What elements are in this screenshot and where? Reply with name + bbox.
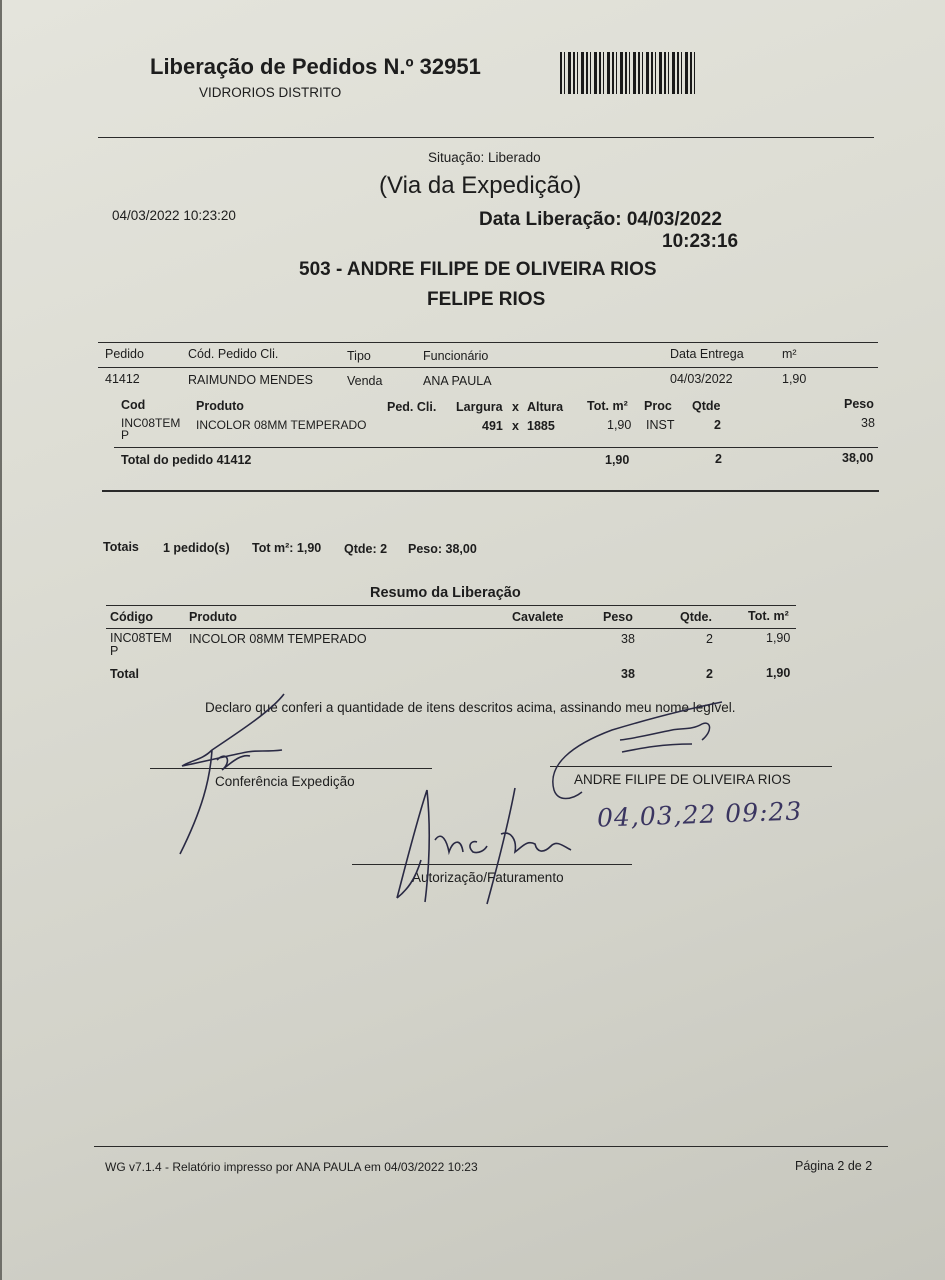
document-page — [2, 0, 945, 1280]
item-header-ped-cli: Ped. Cli. — [387, 400, 437, 414]
release-date: Data Liberação: 04/03/2022 — [479, 209, 722, 230]
item-header-qtde: Qtde — [692, 399, 721, 413]
summary-codigo-line1: INC08TEM — [110, 631, 172, 645]
divider — [94, 1146, 888, 1147]
summary-produto: INCOLOR 08MM TEMPERADO — [189, 632, 367, 646]
divider — [98, 342, 878, 343]
summary-codigo-line2: P — [110, 644, 119, 658]
item-tot-m2: 1,90 — [607, 418, 632, 432]
summary-total-tot-m2: 1,90 — [766, 666, 791, 680]
item-produto: INCOLOR 08MM TEMPERADO — [196, 418, 367, 432]
signature-conferencia-icon — [172, 690, 312, 860]
company-name: VIDRORIOS DISTRITO — [199, 85, 342, 100]
signature-autorizacao-icon — [387, 780, 587, 910]
order-total-m2: 1,90 — [605, 453, 630, 467]
item-header-peso: Peso — [844, 397, 874, 411]
col-header-funcionario: Funcionário — [423, 349, 489, 363]
document-title: Liberação de Pedidos N.º 32951 — [150, 54, 481, 79]
totals-tot-m2: Tot m²: 1,90 — [252, 541, 322, 555]
item-proc: INST — [646, 418, 675, 432]
order-tipo: Venda — [347, 374, 383, 388]
summary-header-qtde: Qtde. — [680, 610, 712, 624]
order-total-label: Total do pedido 41412 — [121, 453, 252, 467]
divider — [106, 605, 796, 606]
divider — [98, 367, 878, 368]
signature-label-cliente: ANDRE FILIPE DE OLIVEIRA RIOS — [574, 772, 791, 787]
release-time: 10:23:16 — [662, 231, 739, 252]
order-funcionario: ANA PAULA — [423, 374, 492, 388]
item-header-x: x — [512, 400, 519, 414]
totals-label: Totais — [103, 540, 139, 554]
col-header-pedido: Pedido — [105, 347, 144, 361]
item-header-produto: Produto — [196, 399, 244, 413]
signature-label-autorizacao: Autorização/Faturamento — [412, 870, 564, 885]
summary-total-qtde: 2 — [706, 667, 713, 681]
item-peso: 38 — [861, 416, 875, 430]
order-cod-cli: RAIMUNDO MENDES — [188, 373, 314, 387]
divider — [102, 490, 879, 492]
summary-header-tot-m2: Tot. m² — [748, 609, 789, 623]
declaration-text: Declaro que conferi a quantidade de itens descritos acima, assinando meu nome legível. — [205, 700, 736, 715]
order-m2: 1,90 — [782, 372, 807, 386]
item-x: x — [512, 419, 519, 433]
order-data-entrega: 04/03/2022 — [670, 372, 733, 386]
summary-header-produto: Produto — [189, 610, 237, 624]
summary-total-peso: 38 — [621, 667, 635, 681]
summary-header-cavalete: Cavalete — [512, 610, 564, 624]
order-total-qtde: 2 — [715, 452, 722, 466]
divider — [114, 447, 878, 448]
summary-title: Resumo da Liberação — [370, 585, 521, 601]
col-header-data-entrega: Data Entrega — [670, 347, 744, 361]
summary-header-codigo: Código — [110, 610, 154, 624]
footer-page-number: Página 2 de 2 — [795, 1159, 873, 1173]
summary-total-label: Total — [110, 667, 139, 681]
print-datetime: 04/03/2022 10:23:20 — [112, 208, 236, 223]
order-pedido: 41412 — [105, 372, 140, 386]
item-largura: 491 — [482, 419, 503, 433]
totals-qtde: Qtde: 2 — [344, 542, 388, 556]
divider — [106, 628, 796, 629]
item-header-cod: Cod — [121, 398, 146, 412]
col-header-tipo: Tipo — [347, 349, 371, 363]
status-text: Situação: Liberado — [428, 150, 541, 165]
client-alias: FELIPE RIOS — [427, 289, 546, 310]
item-header-tot-m2: Tot. m² — [587, 399, 628, 413]
order-total-peso: 38,00 — [842, 451, 874, 465]
summary-qtde: 2 — [706, 632, 713, 646]
summary-codigo — [110, 632, 172, 658]
item-qtde: 2 — [714, 418, 721, 432]
col-header-cod-cli: Cód. Pedido Cli. — [188, 347, 279, 361]
summary-peso: 38 — [621, 632, 635, 646]
summary-tot-m2: 1,90 — [766, 631, 791, 645]
totals-peso: Peso: 38,00 — [408, 542, 477, 556]
footer-print-info: WG v7.1.4 - Relatório impresso por ANA PAULA em 04/03/2022 10:23 — [105, 1160, 478, 1174]
divider — [98, 137, 874, 138]
item-cod-line2: P — [121, 428, 130, 442]
signature-label-conferencia: Conferência Expedição — [215, 774, 355, 789]
handwritten-date: 04,03,22 09:23 — [596, 796, 803, 833]
totals-pedidos: 1 pedido(s) — [163, 541, 230, 555]
via-title: (Via da Expedição) — [379, 172, 582, 199]
client-name: 503 - ANDRE FILIPE DE OLIVEIRA RIOS — [299, 259, 657, 280]
summary-header-peso: Peso — [603, 610, 633, 624]
item-altura: 1885 — [527, 419, 555, 433]
item-header-proc: Proc — [644, 399, 672, 413]
item-cod — [121, 417, 180, 441]
item-header-largura: Largura — [456, 400, 503, 414]
col-header-m2: m² — [782, 347, 797, 361]
item-header-altura: Altura — [527, 400, 564, 414]
item-cod-line1: INC08TEM — [121, 416, 181, 430]
barcode-icon — [560, 52, 698, 94]
